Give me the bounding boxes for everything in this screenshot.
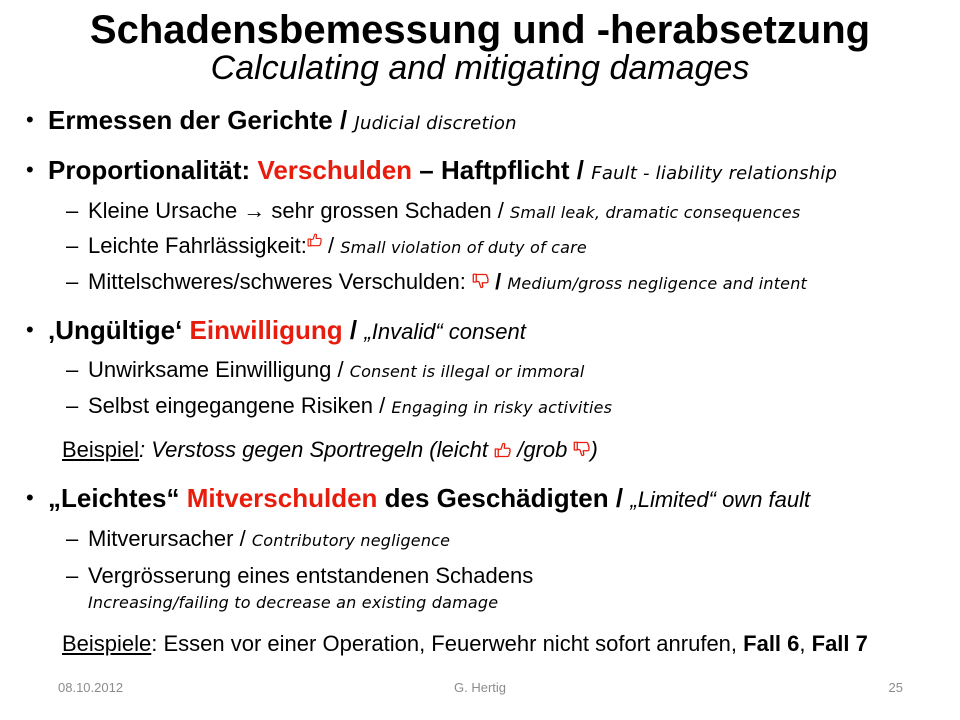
separator: / (339, 105, 348, 135)
dash-marker: – (66, 526, 79, 551)
bullet-judicial-discretion (26, 102, 517, 138)
separator: / (328, 233, 335, 258)
footer-page-number: 25 (888, 680, 903, 695)
sub-text-de: Mitverursacher (88, 526, 234, 551)
bullet-invalid-consent (26, 312, 526, 348)
case-reference: Fall 7 (811, 631, 868, 656)
slide-subtitle: Calculating and mitigating damages (210, 49, 750, 87)
separator: / (615, 483, 624, 513)
sub-text-en: Consent is illegal or immoral (349, 362, 585, 381)
separator: / (576, 155, 585, 185)
example-text: : Essen vor einer Operation, Feuerwehr nicht sofort anrufen, (151, 631, 744, 656)
thumbs-up-icon (494, 441, 511, 458)
sub-text-en: Medium/gross negligence and intent (507, 274, 808, 293)
sub-text-en: Increasing/failing to decrease an existing damage (88, 593, 499, 612)
thumbs-down-icon (573, 441, 590, 458)
sub-item-small-cause (66, 196, 801, 226)
separator: / (349, 315, 358, 345)
bullet-marker: • (26, 107, 34, 132)
separator: / (495, 269, 502, 294)
bullet-text-de: des Geschädigten (377, 483, 609, 513)
example-text: /grob (511, 437, 574, 462)
sub-item-risky-activities (66, 391, 613, 421)
sub-text-de: Selbst eingegangene Risiken (88, 393, 373, 418)
sub-item-light-negligence (66, 231, 587, 261)
bullet-text-en: „Invalid“ consent (364, 319, 526, 344)
sub-text-en: Engaging in risky activities (391, 398, 613, 417)
sub-text-de: Leichte Fahrlässigkeit: (88, 233, 307, 258)
dash-marker: – (66, 233, 79, 258)
sub-text-en: Small violation of duty of care (340, 238, 587, 257)
dash-marker: – (66, 269, 79, 294)
sub-text-de: Kleine Ursache → sehr grossen Schaden (88, 198, 492, 223)
dash-marker: – (66, 357, 79, 382)
bullet-proportionality (26, 152, 838, 188)
sub-text-de: Mittelschweres/schweres Verschulden: (88, 269, 472, 294)
bullet-text-en: Fault - liability relationship (591, 163, 838, 184)
example-text: : Verstoss gegen Sportregeln (leicht (139, 437, 495, 462)
bullet-text-de: ‚Ungültige‘ (48, 315, 190, 345)
sub-text-en: Small leak, dramatic consequences (510, 203, 801, 222)
example-label: Beispiel (62, 437, 140, 462)
example-text: , (799, 631, 812, 656)
separator: / (497, 198, 504, 223)
dash-marker: – (66, 198, 79, 223)
bullet-text-de: „Leichtes“ (48, 483, 187, 513)
highlight-term: Einwilligung (189, 315, 343, 345)
bullet-text-en: Judicial discretion (354, 113, 517, 134)
highlight-term: Verschulden (257, 155, 413, 185)
bullet-text-de: – Haftpflicht (412, 155, 570, 185)
example-cases (62, 629, 868, 659)
sub-item-increasing-damage-en (88, 590, 498, 616)
dash-marker: – (66, 393, 79, 418)
case-reference: Fall 6 (743, 631, 800, 656)
separator: / (337, 357, 344, 382)
thumbs-up-icon (307, 232, 322, 247)
bullet-contributory-fault (26, 480, 811, 516)
dash-marker: – (66, 563, 79, 588)
bullet-text-de: Ermessen der Gerichte (48, 105, 333, 135)
sub-text-de: Unwirksame Einwilligung (88, 357, 332, 382)
footer-author: G. Hertig (453, 680, 506, 695)
footer-date: 08.10.2012 (58, 680, 124, 695)
thumbs-down-icon (472, 273, 489, 290)
separator: / (239, 526, 246, 551)
bullet-marker: • (26, 317, 34, 342)
sub-item-co-causer (66, 524, 451, 554)
bullet-text-de: Proportionalität: (48, 155, 258, 185)
example-label: Beispiele (62, 631, 152, 656)
highlight-term: Mitverschulden (186, 483, 378, 513)
sub-item-increasing-damage (66, 561, 534, 591)
sub-item-ineffective-consent (66, 355, 585, 385)
example-sports-rules (62, 435, 598, 465)
bullet-text-en: „Limited“ own fault (630, 487, 811, 512)
slide-title: Schadensbemessung und -herabsetzung (89, 8, 871, 52)
example-text: ) (590, 437, 598, 462)
bullet-marker: • (26, 157, 34, 182)
sub-item-gross-negligence (66, 267, 808, 297)
separator: / (379, 393, 386, 418)
sub-text-en: Contributory negligence (251, 531, 451, 550)
bullet-marker: • (26, 485, 34, 510)
sub-text-de: Vergrösserung eines entstandenen Schadens (88, 563, 534, 588)
